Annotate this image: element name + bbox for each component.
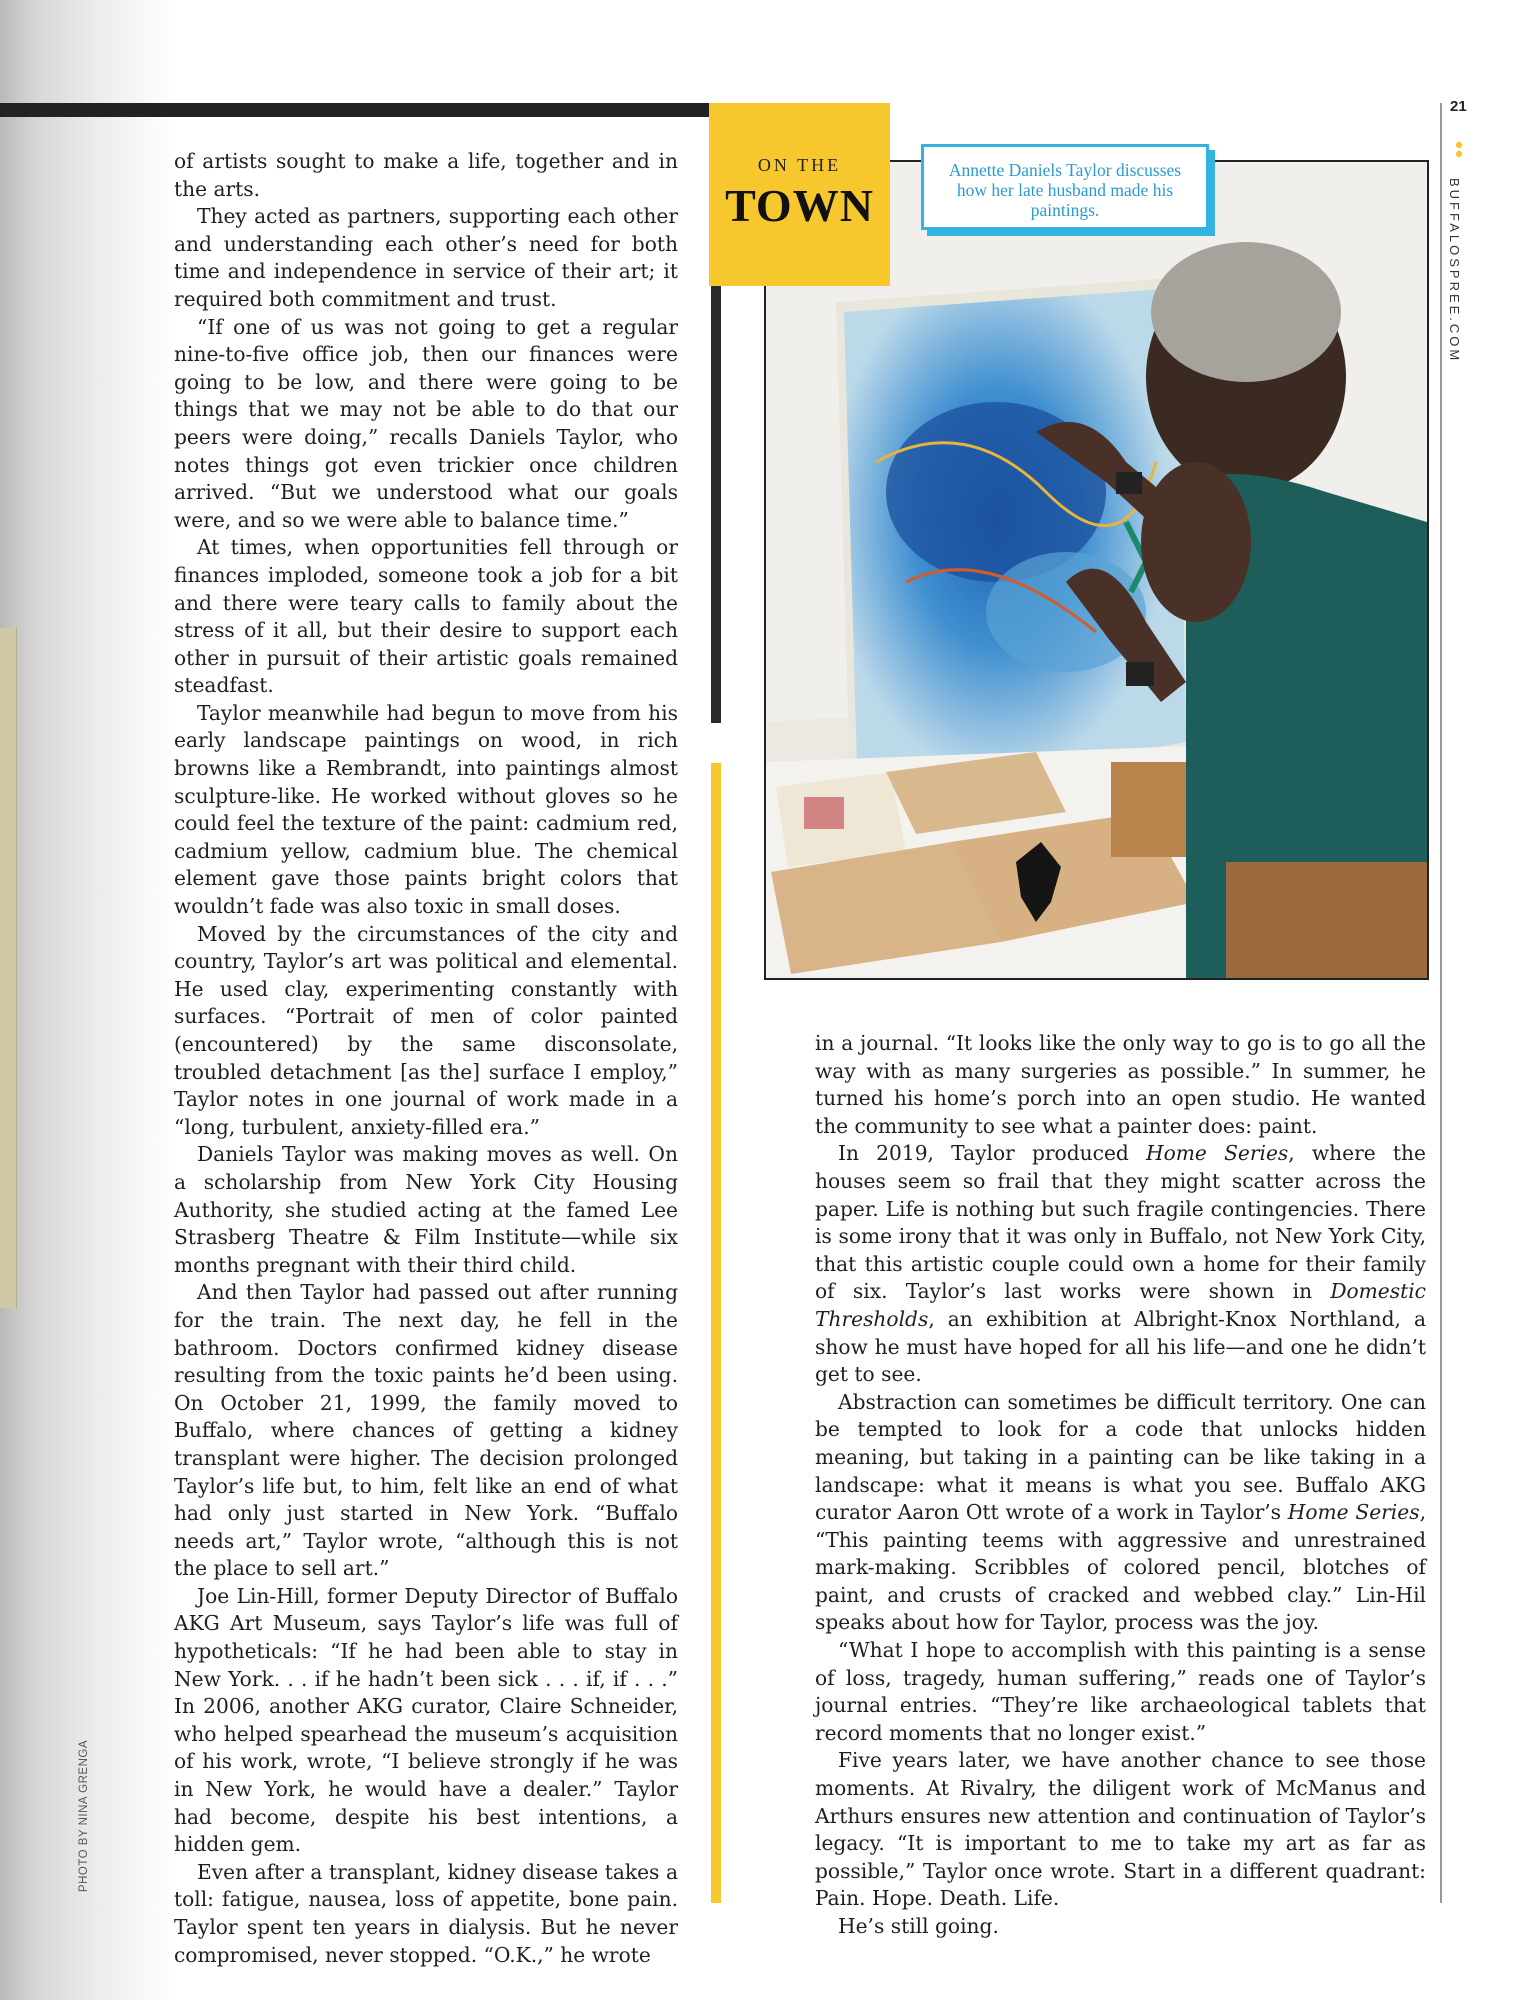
paragraph-text: In 2019, Taylor produced [838, 1141, 1147, 1166]
paragraph: Joe Lin-Hill, former Deputy Director of Buffalo AKG Art Museum, says Taylor’s life was full of hypotheticals: “If he had been able to stay in New York. . . if he hadn’t been sick . . . if, if . . .” In 2006, another AKG curator, Claire Schneider, who helped spearhead the museum’s acquisition of his work, wrote, “I believe strongly if he was in New York, he would have a dealer.” Taylor had become, despite his best intentions, a hidden gem. [174, 1583, 678, 1857]
paragraph: of artists sought to make a life, together and in the arts. [174, 149, 678, 201]
paragraph: “If one of us was not going to get a regular nine-to-five office job, then our finances were going to be low, and there were going to be things that we may not be able to do that our peers were doing,” recalls Daniels Taylor, who notes things got even trickier once children arrived. “But we understood what our goals were, and so we were able to balance time.” [174, 314, 678, 532]
site-url: BUFFALOSPREE.COM [1447, 178, 1462, 364]
paragraph-text: Abstraction can sometimes be difficult territory. One can be tempted to look for a code that unlocks hidden meaning, but taking in a painting can be like taking in a landscape: what it means is what you see. Buffalo AKG curator Aaron Ott wrote of a work in Taylor’s [815, 1389, 1426, 1525]
section-title: TOWN [725, 180, 874, 231]
column-divider-yellow [711, 763, 721, 1903]
adjacent-page-edge [0, 628, 17, 1308]
paragraph: “What I hope to accomplish with this painting is a sense of loss, tragedy, human suffering,” reads one of Taylor’s journal entries. “They’re like archaeological tablets that record moments that no longer exist.” [815, 1638, 1426, 1745]
paragraph: And then Taylor had passed out after running for the train. The next day, he fell in the bathroom. Doctors confirmed kidney disease resulting from the toxic paints he’d been using. On October 21, 1999, the family moved to Buffalo, where chances of getting a kidney transplant were higher. The decision prolonged Taylor’s life but, to him, felt like an end of what had only just started in New York. “Buffalo needs art,” Taylor wrote, “although this is not the place to sell art.” [174, 1280, 678, 1581]
paragraph: They acted as partners, supporting each other and understanding each other’s need for both time and independence in service of their art; it required both commitment and trust. [174, 204, 678, 311]
article-column-right [815, 1030, 1426, 1941]
paragraph: Moved by the circumstances of the city and country, Taylor’s art was political and elemental. He used clay, experimenting constantly with surfaces. “Portrait of men of color painted (encountered) by the same disconsolate, troubled detachment [as the] surface I employ,” Taylor notes in one journal of work made in a “long, turbulent, anxiety-filled era.” [174, 921, 678, 1139]
artwork-title: Home Series [1287, 1500, 1420, 1525]
paragraph: At times, when opportunities fell through or finances imploded, someone took a job for a bit and there were teary calls to family about the stress of it all, but their desire to support each other in pursuit of their artistic goals remained steadfast. [174, 535, 678, 698]
photo-caption: Annette Daniels Taylor discusses how her late husband made his paintings. [921, 144, 1209, 230]
section-badge [709, 103, 890, 286]
paragraph [815, 1140, 1426, 1388]
dots-icon [1451, 140, 1467, 160]
page-gutter-shadow [0, 0, 175, 2000]
paragraph-text: , an exhibition at Albright-Knox Northland, a show he must have hoped for all his life—and one he didn’t get to see. [815, 1306, 1426, 1387]
artwork-title: Home Series [1146, 1141, 1289, 1166]
paragraph: Taylor meanwhile had begun to move from his early landscape paintings on wood, in rich browns like a Rembrandt, into paintings almost sculpture-like. He worked without gloves so he could feel the texture of the paint: cadmium red, cadmium yellow, cadmium blue. The chemical element gave those paints bright colors that wouldn’t fade was also toxic in small doses. [174, 700, 678, 919]
column-divider-dark [711, 285, 721, 723]
section-kicker: ON THE [757, 155, 842, 175]
exhibition-title: Domestic Thresholds [815, 1279, 1426, 1331]
page-number: 21 [1450, 98, 1467, 115]
paragraph-text: , “This painting teems with aggressive and unrestrained mark-making. Scribbles of colored pencil, blotches of paint, and crusts of cracked and webbed clay.” Lin-Hil speaks about how for Taylor, process was the joy. [815, 1500, 1426, 1635]
paragraph: Even after a transplant, kidney disease takes a toll: fatigue, nausea, loss of appetite, bone pain. Taylor spent ten years in dialysis. But he never compromised, never stopped. “O.K.,” he wrote [174, 1859, 678, 1967]
photo-credit: PHOTO BY NINA GRENGA [78, 1740, 90, 1893]
right-margin-rule [1440, 103, 1442, 1903]
top-rule [0, 103, 712, 117]
paragraph [815, 1389, 1426, 1637]
paragraph: in a journal. “It looks like the only way to go is to go all the way with as many surgeries as possible.” In summer, he turned his home’s porch into an open studio. He wanted the community to see what a painter does: paint. [815, 1031, 1426, 1138]
paragraph-text: , where the houses seem so frail that they might scatter across the paper. Life is nothing but such fragile contingencies. There is some irony that it was only in Buffalo, not New York City, that this artistic couple could own a home for their family of six. Taylor’s last works were shown in [815, 1141, 1426, 1304]
paragraph: He’s still going. [838, 1914, 999, 1938]
article-column-left [174, 148, 678, 1969]
paragraph: Daniels Taylor was making moves as well. On a scholarship from New York City Housing Authority, she studied acting at the famed Lee Strasberg Theatre & Film Institute—while six months pregnant with their third child. [174, 1142, 678, 1277]
paragraph: Five years later, we have another chance to see those moments. At Rivalry, the diligent work of McManus and Arthurs ensures new attention and continuation of Taylor’s legacy. “It is important to me to take my art as far as possible,” Taylor once wrote. Start in a different quadrant: Pain. Hope. Death. Life. [815, 1748, 1426, 1911]
